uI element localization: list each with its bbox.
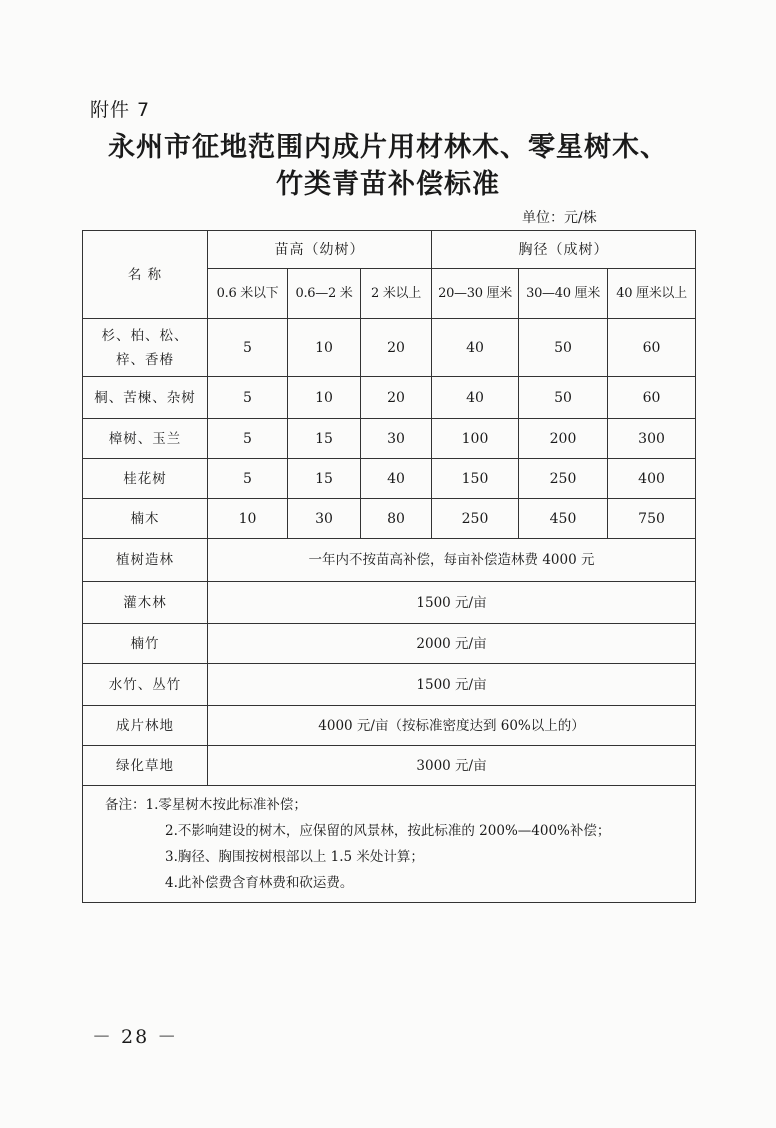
value-cell: 20	[361, 319, 432, 377]
value-cell: 5	[208, 419, 288, 459]
value-cell: 200	[519, 419, 608, 459]
value-cell: 450	[519, 499, 608, 539]
merged-value-cell: 一年内不按苗高补偿，每亩补偿造林费 4000 元	[208, 539, 696, 582]
note-line	[83, 792, 695, 818]
merged-value-cell: 1500 元/亩	[208, 664, 696, 706]
notes-row	[83, 786, 696, 903]
value-cell: 20	[361, 377, 432, 419]
row-name: 樟树、玉兰	[83, 419, 208, 459]
row-name: 水竹、丛竹	[83, 664, 208, 706]
row-name: 楠竹	[83, 624, 208, 664]
table-row	[83, 377, 696, 419]
table-row	[83, 419, 696, 459]
table-row	[83, 664, 696, 706]
name-header: 名 称	[83, 231, 208, 319]
value-cell: 100	[432, 419, 519, 459]
note-text: 1.零星树木按此标准补偿；	[145, 797, 307, 813]
table-row	[83, 746, 696, 786]
value-cell: 40	[432, 377, 519, 419]
value-cell: 250	[432, 499, 519, 539]
note-line: 2.不影响建设的树木，应保留的风景林，按此标准的 200%—400%补偿；	[165, 823, 611, 839]
subheader-cell: 40 厘米以上	[608, 269, 696, 319]
value-cell: 30	[361, 419, 432, 459]
table-row	[83, 539, 696, 582]
value-cell: 80	[361, 499, 432, 539]
page-number: － 28 －	[92, 1026, 179, 1048]
table-row	[83, 459, 696, 499]
document-title-line-1: 永州市征地范围内成片用材林木、零星树木、	[108, 132, 668, 163]
unit-label: 单位：元/株	[522, 210, 597, 226]
value-cell: 5	[208, 459, 288, 499]
row-name: 桐、苦楝、杂树	[83, 377, 208, 419]
value-cell: 15	[288, 419, 361, 459]
row-name: 桂花树	[83, 459, 208, 499]
trunk-diameter-header: 胸径（成树）	[432, 231, 696, 269]
value-cell: 10	[208, 499, 288, 539]
value-cell: 150	[432, 459, 519, 499]
value-cell: 40	[361, 459, 432, 499]
value-cell: 10	[288, 319, 361, 377]
attachment-label: 附件 7	[90, 99, 151, 121]
row-name: 杉、柏、松、梓、香椿	[83, 319, 208, 377]
seedling-height-header: 苗高（幼树）	[208, 231, 432, 269]
value-cell: 300	[608, 419, 696, 459]
merged-value-cell: 2000 元/亩	[208, 624, 696, 664]
subheader-cell: 20—30 厘米	[432, 269, 519, 319]
table-row	[83, 319, 696, 377]
notes-label: 备注：	[105, 797, 146, 813]
note-line: 4.此补偿费含育林费和砍运费。	[165, 875, 354, 891]
table-row	[83, 499, 696, 539]
subheader-cell: 2 米以上	[361, 269, 432, 319]
value-cell: 15	[288, 459, 361, 499]
note-line: 3.胸径、胸围按树根部以上 1.5 米处计算；	[165, 849, 424, 865]
value-cell: 60	[608, 319, 696, 377]
value-cell: 30	[288, 499, 361, 539]
row-name: 绿化草地	[83, 746, 208, 786]
merged-value-cell: 1500 元/亩	[208, 582, 696, 624]
value-cell: 50	[519, 377, 608, 419]
value-cell: 750	[608, 499, 696, 539]
value-cell: 5	[208, 319, 288, 377]
row-name: 灌木林	[83, 582, 208, 624]
document-title-line-2: 竹类青苗补偿标准	[276, 169, 500, 200]
row-name: 植树造林	[83, 539, 208, 582]
subheader-cell: 0.6 米以下	[208, 269, 288, 319]
row-name: 成片林地	[83, 706, 208, 746]
value-cell: 250	[519, 459, 608, 499]
notes-cell	[83, 786, 696, 903]
row-name: 楠木	[83, 499, 208, 539]
subheader-cell: 30—40 厘米	[519, 269, 608, 319]
value-cell: 60	[608, 377, 696, 419]
merged-value-cell: 4000 元/亩（按标准密度达到 60%以上的）	[208, 706, 696, 746]
table-row	[83, 582, 696, 624]
value-cell: 400	[608, 459, 696, 499]
value-cell: 40	[432, 319, 519, 377]
subheader-cell: 0.6—2 米	[288, 269, 361, 319]
compensation-table	[82, 230, 696, 903]
merged-value-cell: 3000 元/亩	[208, 746, 696, 786]
value-cell: 10	[288, 377, 361, 419]
table-row	[83, 624, 696, 664]
value-cell: 5	[208, 377, 288, 419]
value-cell: 50	[519, 319, 608, 377]
table-row	[83, 706, 696, 746]
